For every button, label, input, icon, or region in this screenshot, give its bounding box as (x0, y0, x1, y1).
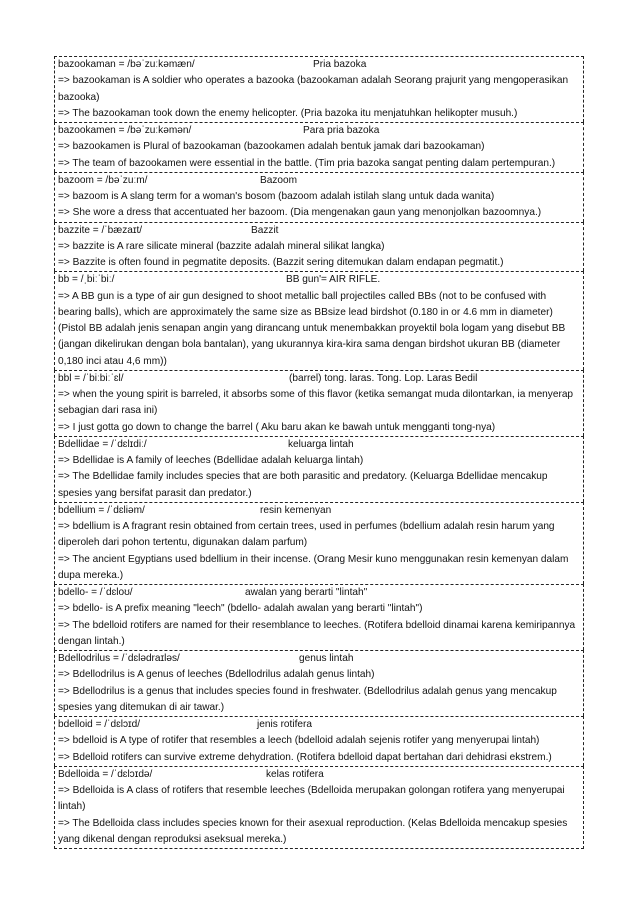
translation: keluarga lintah (288, 438, 354, 450)
translation: genus lintah (299, 653, 354, 664)
translation: Bazzit (251, 224, 279, 236)
example-sentence: => The team of bazookamen were essential in the battle. (Tim pria bazoka sangat penting dalam pertempuran.) (58, 157, 556, 169)
entry-header (58, 223, 581, 239)
example-sentence: => She wore a dress that accentuated her bazoom. (Dia mengenakan gaun yang menonjolkan bazoomnya.) (58, 207, 542, 219)
entry-header (58, 767, 581, 783)
example-sentence: => The Bdelloida class includes species known for their asexual reproduction. (Kelas Bdelloida mencakup spesies yang dikenal dengan reproduksi aseksual mereka.) (58, 817, 568, 845)
entry-header (58, 371, 581, 387)
dictionary-entry (54, 370, 584, 436)
headword-pronunciation: bb = /ˌbiːˈbiː/ (58, 274, 115, 286)
headword-pronunciation: Bdelloida = /ˈdɛlɔɪdə/ (58, 768, 153, 780)
example-sentence: => The bazookaman took down the enemy helicopter. (Pria bazoka itu menjatuhkan helikopter musuh.) (58, 107, 518, 119)
dictionary-entry (54, 502, 584, 584)
example-sentence: => Bdellodrilus is a genus that includes species found in freshwater. (Bdellodrilus adalah genus yang mencakup spesies yang ditemukan di air tawar.) (58, 685, 557, 713)
definition: => bazzite is A rare silicate mineral (bazzite adalah mineral silikat langka) (58, 240, 385, 252)
dictionary-entry (54, 271, 584, 370)
translation: (barrel) tong. laras. Tong. Lop. Laras Bedil (289, 372, 478, 384)
entry-header (58, 585, 581, 601)
dictionary-page (54, 56, 584, 849)
entry-header (58, 57, 581, 73)
definition: => bazoom is A slang term for a woman's bosom (bazoom adalah istilah slang untuk dada wanita) (58, 191, 495, 202)
entry-header (58, 123, 581, 139)
dictionary-entry (54, 172, 584, 222)
dictionary-entry (54, 584, 584, 650)
headword-pronunciation: bazookamen = /bəˈzuːkəmən/ (58, 125, 192, 136)
translation: Bazoom (260, 174, 298, 186)
example-sentence: => The Bdellidae family includes species that are both parasitic and predatory. (Keluarga Bdellidae mencakup spesies yang bersifat parasit dan predator.) (58, 471, 548, 499)
dictionary-entry (54, 222, 584, 272)
dictionary-entry (54, 766, 584, 849)
dictionary-entry (54, 436, 584, 502)
example-sentence: => Bdelloid rotifers can survive extreme dehydration. (Rotifera bdelloid dapat bertahan dari dehidrasi ekstrem.) (58, 751, 552, 763)
definition: => when the young spirit is barreled, it absorbs some of this flavor (ketika semangat muda dilontarkan, ia menyerap sebagian dari rasa ini) (58, 389, 574, 417)
dictionary-entry (54, 650, 584, 716)
translation: Pria bazoka (313, 59, 367, 70)
translation: resin kemenyan (260, 504, 332, 516)
headword-pronunciation: bazookaman = /bəˈzuːkəmæn/ (58, 59, 195, 70)
dictionary-entry (54, 716, 584, 766)
entry-header (58, 651, 581, 667)
dictionary-entry (54, 122, 584, 172)
definition: => A BB gun is a type of air gun designed to shoot metallic ball projectiles called BBs (not to be confused with bearing balls), which are approximately the same size as BBsize lead birdshot (0.180 in or 4.6 mm in diameter) (Pistol BB adalah jenis senapan angin yang dirancang untuk menembakkan proyektil bola logam yang disebut BB (jangan dikelirukan dengan bola bantalan), yang ukurannya kira-kira sama dengan birdshot ukuran BB (diameter 0,180 inci atau 4,6 mm)) (58, 290, 566, 367)
translation: awalan yang berarti "lintah" (245, 587, 368, 598)
headword-pronunciation: bdelloid = /ˈdɛlɔɪd/ (58, 719, 141, 730)
entry-header (58, 717, 581, 733)
definition: => bazookamen is Plural of bazookaman (bazookamen adalah bentuk jamak dari bazookaman) (58, 141, 485, 153)
headword-pronunciation: bazoom = /bəˈzuːm/ (58, 174, 148, 186)
translation: BB gun'= AIR RIFLE. (286, 274, 381, 286)
headword-pronunciation: bazzite = /ˈbæzaɪt/ (58, 224, 143, 236)
definition: => bazookaman is A soldier who operates a bazooka (bazookaman adalah Seorang prajurit yang mengoperasikan bazooka) (58, 75, 569, 103)
translation: Para pria bazoka (303, 125, 380, 136)
headword-pronunciation: Bdellidae = /ˈdɛlɪdiː/ (58, 438, 147, 450)
headword-pronunciation: bbl = /ˈbiːbiːˈɛl/ (58, 372, 124, 384)
definition: => bdello- is A prefix meaning "leech" (bdello- adalah awalan yang berarti "lintah") (58, 603, 423, 615)
definition: => bdellium is A fragrant resin obtained from certain trees, used in perfumes (bdellium adalah resin harum yang diperoleh dari pohon tertentu, digunakan dalam parfum) (58, 521, 555, 549)
definition: => bdelloid is A type of rotifer that resembles a leech (bdelloid adalah sejenis rotifer yang menyerupai lintah) (58, 735, 540, 747)
translation: jenis rotifera (257, 719, 312, 730)
entry-header (58, 437, 581, 453)
definition: => Bdelloida is A class of rotifers that resemble leeches (Bdelloida merupakan golongan rotifera yang menyerupai lintah) (58, 785, 565, 813)
example-sentence: => The ancient Egyptians used bdellium in their incense. (Orang Mesir kuno menggunakan resin kemenyan dalam dupa mereka.) (58, 553, 569, 581)
headword-pronunciation: bdello- = /ˈdɛloʊ/ (58, 587, 133, 598)
definition: => Bdellodrilus is A genus of leeches (Bdellodrilus adalah genus lintah) (58, 669, 375, 681)
headword-pronunciation: bdellium = /ˈdɛliəm/ (58, 504, 145, 516)
headword-pronunciation: Bdellodrilus = /ˈdɛlədraɪləs/ (58, 653, 180, 664)
dictionary-entry (54, 56, 584, 122)
example-sentence: => I just gotta go down to change the barrel ( Aku baru akan ke bawah untuk mengganti tong-nya) (58, 421, 496, 433)
example-sentence: => Bazzite is often found in pegmatite deposits. (Bazzit sering ditemukan dalam endapan pegmatit.) (58, 257, 504, 268)
entry-header (58, 173, 581, 189)
entry-header (58, 272, 581, 288)
translation: kelas rotifera (266, 768, 324, 780)
example-sentence: => The bdelloid rotifers are named for their resemblance to leeches. (Rotifera bdelloid dinamai karena kemiripannya dengan lintah.) (58, 619, 576, 647)
entry-header (58, 503, 581, 519)
definition: => Bdellidae is A family of leeches (Bdellidae adalah keluarga lintah) (58, 455, 364, 466)
